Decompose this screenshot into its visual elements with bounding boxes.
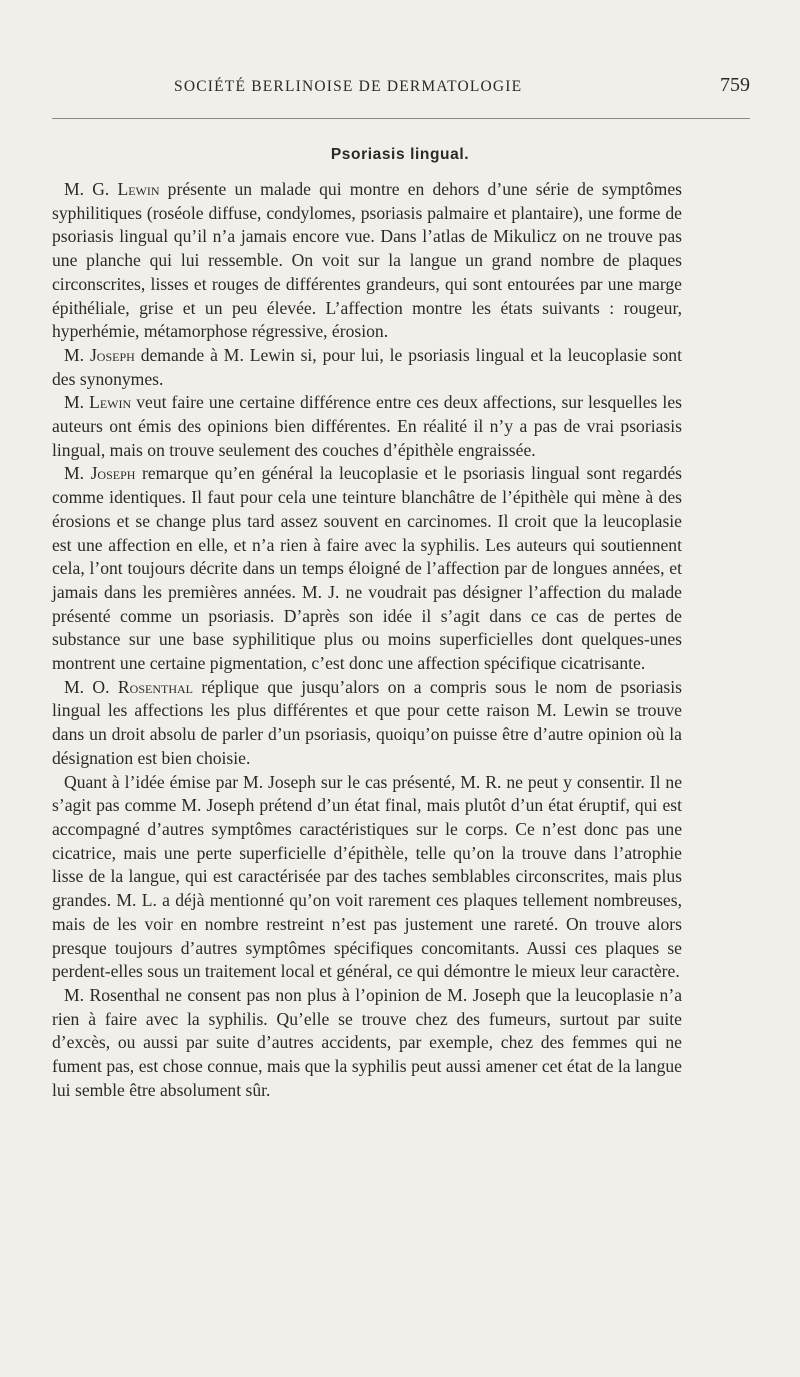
paragraph [52, 771, 682, 984]
speaker-name: Joseph [89, 344, 135, 365]
paragraph-text: M. Rosenthal ne consent pas non plus à l’opinion de M. Joseph que la leucoplasie n’a rien à faire avec la syphilis. Qu’elle se trouve chez des fumeurs, surtout par suite d’excès, ou aussi par suite d’autres accidents, par exemple, chez des femmes qui ne fument pas, est chose connue, mais que la syphilis peut aussi amener cet état de la langue lui semble être absolument sûr. [52, 984, 682, 1100]
page-number: 759 [720, 74, 750, 96]
paragraph [52, 391, 682, 462]
paragraph-text: remarque qu’en général la leucoplasie et le psoriasis lingual sont regardés comme identiques. Il faut pour cela une teinture blanchâtre de l’épithèle qui mène à des érosions et se change plus tard assez souvent en carcinomes. Il croit que la leucoplasie est une affection en elle, et n’a rien à faire avec la syphilis. Les auteurs qui soutiennent cela, l’ont toujours décrite dans un temps éloigné de l’affection par de longues années, et jamais dans les premières années. M. J. ne voudrait pas désigner l’affection du malade présenté comme un psoriasis. D’après son idée il s’agit dans ce cas de pertes de substance sur une base syphilitique plus ou moins superficielles dont quelques-unes montrent une certaine pigmentation, c’est donc une affection spécifique cicatrisante. [52, 463, 683, 674]
paragraph [52, 676, 682, 771]
speaker-name: Lewin [117, 179, 160, 199]
paragraph [52, 984, 682, 1103]
paragraph-text: demande à M. Lewin si, pour lui, le psoriasis lingual et la leucoplasie sont des synonymes. [52, 344, 682, 389]
paragraph-text: présente un malade qui montre en dehors d’une série de symptômes syphilitiques (roséole diffuse, condylomes, psoriasis palmaire et plantaire), une forme de psoriasis lingual qu’il n’a jamais encore vue. Dans l’atlas de Mikulicz on ne trouve pas une planche qui lui ressemble. On voit sur la langue un grand nombre de plaques circonscrites, lisses et rouges de différentes grandeurs, qui sont entourées par une marge épithéliale, grise et un peu élevée. L’affection montre les états suivants : rougeur, hyperhémie, métamorphose régressive, érosion. [52, 179, 682, 342]
paragraph-lead: M. [64, 344, 90, 365]
paragraph-text: veut faire une certaine différence entre ces deux affections, sur lesquelles les auteurs ont émis des opinions bien différentes. En réalité il n’y a pas de vrai psoriasis lingual, mais on trouve seulement des couches d’épithèle engraissée. [52, 392, 682, 460]
running-header [52, 74, 750, 100]
paragraph-lead: M. O. [64, 676, 118, 697]
speaker-name: Rosenthal [117, 676, 193, 697]
running-title: SOCIÉTÉ BERLINOISE DE DERMATOLOGIE [174, 78, 523, 95]
paragraph-text: Quant à l’idée émise par M. Joseph sur le cas présenté, M. R. ne peut y consentir. Il ne s’agit pas comme M. Joseph prétend d’un état final, mais plutôt d’un état éruptif, qui est accompagné d’autres symptômes caractéristiques sur le corps. Ce n’est donc pas une cicatrice, mais une perte superficielle d’épithèle, telle qu’on la trouve dans l’atrophie lisse de la langue, qui est caractérisée par des taches semblables circonscrites, mais plus grandes. M. L. a déjà mentionné qu’on voit rarement ces plaques tellement nombreuses, mais de les voir en nombre restreint n’est pas justement une rareté. On trouve alors presque toujours d’autres symptômes spécifiques concomitants. Aussi ces plaques se perdent-elles sous un traitement local et général, ce qui démontre le mieux leur caractère. [52, 771, 682, 982]
paragraph-lead: M. [64, 392, 90, 413]
speaker-name: Lewin [89, 392, 132, 413]
paragraph [52, 462, 682, 675]
article-body [52, 178, 682, 1102]
paragraph-lead: M. G. [64, 179, 118, 199]
paragraph [52, 344, 682, 391]
paragraph-lead: M. [64, 463, 91, 484]
paragraph-text: réplique que jusqu’alors on a compris sous le nom de psoriasis lingual les affections les plus différentes et que pour cette raison M. Lewin se trouve dans un droit absolu de parler d’un psoriasis, quoiqu’on puisse être d’autre opinion où la désignation est bien choisie. [52, 676, 682, 768]
speaker-name: Joseph [90, 463, 136, 484]
header-rule [52, 118, 750, 119]
paragraph [52, 178, 682, 344]
section-title: Psoriasis lingual. [330, 146, 470, 163]
